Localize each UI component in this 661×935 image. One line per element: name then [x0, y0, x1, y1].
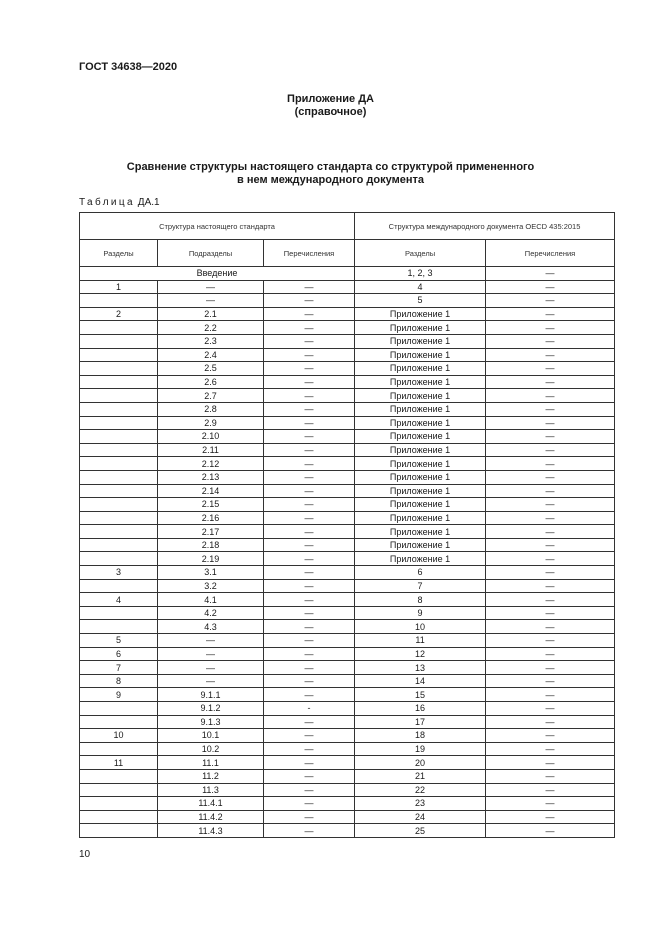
std-enum-cell: — [264, 647, 355, 661]
oecd-enum-cell: — [486, 715, 615, 729]
oecd-enum-cell: — [486, 375, 615, 389]
group-header-oecd: Структура международного документа OECD 435:2015 [355, 213, 615, 240]
oecd-enum-cell: — [486, 661, 615, 675]
oecd-enum-cell: — [486, 416, 615, 430]
std-subsection-cell: 2.11 [158, 443, 264, 457]
oecd-enum-cell: — [486, 280, 615, 294]
std-section-cell [80, 715, 158, 729]
std-section-cell [80, 348, 158, 362]
oecd-section-cell: 14 [355, 674, 486, 688]
table-row [80, 362, 615, 376]
std-enum-cell: — [264, 620, 355, 634]
std-section-cell [80, 443, 158, 457]
table-row [80, 484, 615, 498]
std-enum-cell: — [264, 470, 355, 484]
table-row [80, 702, 615, 716]
oecd-section-cell: Приложение 1 [355, 457, 486, 471]
std-subsection-cell: 11.2 [158, 769, 264, 783]
std-enum-cell: — [264, 538, 355, 552]
std-subsection-cell: 11.3 [158, 783, 264, 797]
std-section-cell: 3 [80, 566, 158, 580]
oecd-section-cell: Приложение 1 [355, 430, 486, 444]
std-enum-cell: — [264, 362, 355, 376]
std-section-cell: 2 [80, 307, 158, 321]
table-row [80, 661, 615, 675]
oecd-enum-cell: — [486, 389, 615, 403]
std-enum-cell: — [264, 593, 355, 607]
oecd-section-cell: Приложение 1 [355, 498, 486, 512]
oecd-section-cell: 25 [355, 824, 486, 838]
std-section-cell [80, 742, 158, 756]
std-enum-cell: — [264, 579, 355, 593]
std-section-cell [80, 525, 158, 539]
table-row [80, 430, 615, 444]
table-row [80, 280, 615, 294]
oecd-section-cell: 5 [355, 294, 486, 308]
std-section-cell [80, 402, 158, 416]
oecd-enum-cell: — [486, 810, 615, 824]
std-section-cell [80, 579, 158, 593]
std-section-cell [80, 430, 158, 444]
oecd-enum-cell: — [486, 688, 615, 702]
oecd-enum-cell: — [486, 729, 615, 743]
std-enum-cell: — [264, 498, 355, 512]
std-subsection-cell: 2.14 [158, 484, 264, 498]
intro-oecd-section: 1, 2, 3 [355, 267, 486, 281]
std-subsection-cell: 9.1.1 [158, 688, 264, 702]
table-row [80, 389, 615, 403]
std-section-cell: 4 [80, 593, 158, 607]
std-enum-cell: — [264, 742, 355, 756]
std-subsection-cell: — [158, 674, 264, 688]
std-subsection-cell: 2.19 [158, 552, 264, 566]
oecd-section-cell: Приложение 1 [355, 511, 486, 525]
std-enum-cell: — [264, 769, 355, 783]
std-section-cell [80, 783, 158, 797]
oecd-section-cell: 12 [355, 647, 486, 661]
oecd-section-cell: 9 [355, 606, 486, 620]
oecd-enum-cell: — [486, 307, 615, 321]
table-row [80, 470, 615, 484]
std-enum-cell: — [264, 797, 355, 811]
std-enum-cell: — [264, 375, 355, 389]
std-subsection-cell: 2.1 [158, 307, 264, 321]
oecd-enum-cell: — [486, 742, 615, 756]
std-enum-cell: — [264, 756, 355, 770]
std-subsection-cell: 2.18 [158, 538, 264, 552]
oecd-section-cell: Приложение 1 [355, 307, 486, 321]
std-enum-cell: — [264, 443, 355, 457]
oecd-section-cell: Приложение 1 [355, 321, 486, 335]
table-row [80, 402, 615, 416]
table-row [80, 729, 615, 743]
oecd-section-cell: Приложение 1 [355, 334, 486, 348]
std-enum-cell: — [264, 715, 355, 729]
oecd-enum-cell: — [486, 824, 615, 838]
table-row [80, 606, 615, 620]
oecd-enum-cell: — [486, 634, 615, 648]
std-subsection-cell: 2.12 [158, 457, 264, 471]
std-section-cell [80, 484, 158, 498]
oecd-enum-cell: — [486, 430, 615, 444]
oecd-section-cell: 10 [355, 620, 486, 634]
table-row [80, 742, 615, 756]
oecd-section-cell: 13 [355, 661, 486, 675]
std-section-cell: 1 [80, 280, 158, 294]
std-subsection-cell: — [158, 280, 264, 294]
std-enum-cell: — [264, 552, 355, 566]
std-section-cell [80, 334, 158, 348]
std-enum-cell: — [264, 729, 355, 743]
std-section-cell [80, 470, 158, 484]
comparison-title [0, 161, 661, 187]
std-subsection-cell: 2.13 [158, 470, 264, 484]
std-subsection-cell: 2.7 [158, 389, 264, 403]
group-header-standard: Структура настоящего стандарта [80, 213, 355, 240]
std-subsection-cell: 2.15 [158, 498, 264, 512]
std-section-cell: 5 [80, 634, 158, 648]
std-subsection-cell: 4.3 [158, 620, 264, 634]
oecd-section-cell: Приложение 1 [355, 484, 486, 498]
oecd-section-cell: 18 [355, 729, 486, 743]
std-subsection-cell: — [158, 661, 264, 675]
table-row [80, 647, 615, 661]
std-subsection-cell: 9.1.3 [158, 715, 264, 729]
oecd-section-cell: 20 [355, 756, 486, 770]
table-column-header-row [80, 240, 615, 267]
std-enum-cell: — [264, 430, 355, 444]
table-row [80, 688, 615, 702]
std-section-cell [80, 511, 158, 525]
table-row [80, 674, 615, 688]
std-subsection-cell: 2.6 [158, 375, 264, 389]
std-enum-cell: — [264, 484, 355, 498]
std-enum-cell: — [264, 402, 355, 416]
table-row [80, 321, 615, 335]
oecd-section-cell: 21 [355, 769, 486, 783]
table-row [80, 307, 615, 321]
intro-cell: Введение [80, 267, 355, 281]
oecd-section-cell: Приложение 1 [355, 470, 486, 484]
table-row [80, 443, 615, 457]
oecd-section-cell: 17 [355, 715, 486, 729]
oecd-enum-cell: — [486, 321, 615, 335]
col-header-std-subsections: Подразделы [158, 240, 264, 267]
table-row-intro [80, 267, 615, 281]
table-row [80, 294, 615, 308]
std-subsection-cell: 2.9 [158, 416, 264, 430]
table-row [80, 769, 615, 783]
appendix-title: Приложение ДА [287, 93, 374, 105]
oecd-section-cell: 15 [355, 688, 486, 702]
std-enum-cell: — [264, 566, 355, 580]
oecd-section-cell: 16 [355, 702, 486, 716]
table-row [80, 756, 615, 770]
std-section-cell: 7 [80, 661, 158, 675]
structure-comparison-table [79, 212, 615, 838]
oecd-enum-cell: — [486, 457, 615, 471]
intro-oecd-enum: — [486, 267, 615, 281]
std-subsection-cell: 9.1.2 [158, 702, 264, 716]
table-row [80, 566, 615, 580]
std-section-cell: 9 [80, 688, 158, 702]
table-row [80, 334, 615, 348]
oecd-enum-cell: — [486, 538, 615, 552]
std-section-cell [80, 606, 158, 620]
std-subsection-cell: 11.4.3 [158, 824, 264, 838]
std-enum-cell: — [264, 294, 355, 308]
std-subsection-cell: 4.2 [158, 606, 264, 620]
std-enum-cell: — [264, 280, 355, 294]
oecd-section-cell: 6 [355, 566, 486, 580]
oecd-enum-cell: — [486, 294, 615, 308]
oecd-enum-cell: — [486, 362, 615, 376]
std-section-cell: 10 [80, 729, 158, 743]
std-section-cell: 6 [80, 647, 158, 661]
std-enum-cell: - [264, 702, 355, 716]
table-row [80, 810, 615, 824]
std-enum-cell: — [264, 674, 355, 688]
std-enum-cell: — [264, 389, 355, 403]
std-subsection-cell: 2.2 [158, 321, 264, 335]
std-enum-cell: — [264, 416, 355, 430]
oecd-section-cell: Приложение 1 [355, 402, 486, 416]
std-enum-cell: — [264, 606, 355, 620]
oecd-section-cell: Приложение 1 [355, 538, 486, 552]
oecd-section-cell: Приложение 1 [355, 416, 486, 430]
std-subsection-cell: 10.1 [158, 729, 264, 743]
std-enum-cell: — [264, 511, 355, 525]
std-enum-cell: — [264, 688, 355, 702]
table-row [80, 511, 615, 525]
std-section-cell [80, 769, 158, 783]
oecd-enum-cell: — [486, 443, 615, 457]
table-row [80, 457, 615, 471]
std-subsection-cell: 2.17 [158, 525, 264, 539]
std-enum-cell: — [264, 525, 355, 539]
std-section-cell [80, 375, 158, 389]
oecd-enum-cell: — [486, 620, 615, 634]
std-section-cell [80, 389, 158, 403]
oecd-enum-cell: — [486, 334, 615, 348]
oecd-enum-cell: — [486, 674, 615, 688]
oecd-section-cell: 19 [355, 742, 486, 756]
oecd-enum-cell: — [486, 566, 615, 580]
table-row [80, 538, 615, 552]
col-header-oecd-sections: Разделы [355, 240, 486, 267]
std-section-cell [80, 810, 158, 824]
oecd-enum-cell: — [486, 756, 615, 770]
table-row [80, 348, 615, 362]
oecd-section-cell: 7 [355, 579, 486, 593]
oecd-enum-cell: — [486, 606, 615, 620]
std-section-cell [80, 824, 158, 838]
std-subsection-cell: 11.4.2 [158, 810, 264, 824]
std-subsection-cell: 2.10 [158, 430, 264, 444]
std-enum-cell: — [264, 457, 355, 471]
appendix-heading [0, 93, 661, 119]
table-row [80, 552, 615, 566]
oecd-enum-cell: — [486, 498, 615, 512]
oecd-enum-cell: — [486, 647, 615, 661]
oecd-section-cell: Приложение 1 [355, 375, 486, 389]
oecd-section-cell: Приложение 1 [355, 443, 486, 457]
table-label-number: ДА.1 [137, 197, 160, 208]
page-number: 10 [79, 849, 91, 860]
table-row [80, 498, 615, 512]
oecd-enum-cell: — [486, 769, 615, 783]
std-section-cell [80, 457, 158, 471]
std-enum-cell: — [264, 783, 355, 797]
oecd-section-cell: Приложение 1 [355, 362, 486, 376]
table-row [80, 715, 615, 729]
oecd-section-cell: Приложение 1 [355, 552, 486, 566]
table-row [80, 593, 615, 607]
std-enum-cell: — [264, 307, 355, 321]
oecd-enum-cell: — [486, 783, 615, 797]
std-subsection-cell: 3.2 [158, 579, 264, 593]
oecd-section-cell: 23 [355, 797, 486, 811]
oecd-enum-cell: — [486, 348, 615, 362]
std-subsection-cell: 2.5 [158, 362, 264, 376]
std-enum-cell: — [264, 661, 355, 675]
appendix-subtitle: (справочное) [294, 106, 367, 118]
table-row [80, 634, 615, 648]
std-enum-cell: — [264, 810, 355, 824]
table-row [80, 783, 615, 797]
std-section-cell [80, 362, 158, 376]
std-enum-cell: — [264, 824, 355, 838]
std-section-cell [80, 416, 158, 430]
oecd-enum-cell: — [486, 702, 615, 716]
table-row [80, 824, 615, 838]
document-header: ГОСТ 34638—2020 [79, 61, 178, 73]
std-subsection-cell: — [158, 294, 264, 308]
std-subsection-cell: 4.1 [158, 593, 264, 607]
std-section-cell [80, 321, 158, 335]
std-section-cell [80, 797, 158, 811]
oecd-section-cell: Приложение 1 [355, 389, 486, 403]
col-header-oecd-enumerations: Перечисления [486, 240, 615, 267]
oecd-section-cell: 8 [355, 593, 486, 607]
oecd-enum-cell: — [486, 579, 615, 593]
std-subsection-cell: 2.4 [158, 348, 264, 362]
oecd-section-cell: Приложение 1 [355, 348, 486, 362]
table-label-prefix: Таблица [79, 197, 136, 208]
comparison-title-line1: Сравнение структуры настоящего стандарта со структурой примененного [126, 161, 535, 173]
comparison-title-line2: в нем международного документа [237, 174, 424, 186]
std-enum-cell: — [264, 348, 355, 362]
oecd-section-cell: Приложение 1 [355, 525, 486, 539]
std-section-cell [80, 620, 158, 634]
table-label [79, 197, 160, 208]
std-subsection-cell: — [158, 634, 264, 648]
std-enum-cell: — [264, 634, 355, 648]
oecd-section-cell: 22 [355, 783, 486, 797]
std-section-cell: 8 [80, 674, 158, 688]
table-row [80, 620, 615, 634]
oecd-enum-cell: — [486, 484, 615, 498]
oecd-section-cell: 24 [355, 810, 486, 824]
table-row [80, 375, 615, 389]
std-subsection-cell: 3.1 [158, 566, 264, 580]
std-subsection-cell: 10.2 [158, 742, 264, 756]
std-section-cell [80, 294, 158, 308]
std-section-cell [80, 538, 158, 552]
table-group-header-row [80, 213, 615, 240]
oecd-enum-cell: — [486, 470, 615, 484]
std-section-cell: 11 [80, 756, 158, 770]
oecd-enum-cell: — [486, 525, 615, 539]
col-header-std-enumerations: Перечисления [264, 240, 355, 267]
table-row [80, 416, 615, 430]
table-row [80, 579, 615, 593]
oecd-enum-cell: — [486, 402, 615, 416]
std-section-cell [80, 702, 158, 716]
oecd-enum-cell: — [486, 593, 615, 607]
table-row [80, 525, 615, 539]
std-section-cell [80, 552, 158, 566]
col-header-std-sections: Разделы [80, 240, 158, 267]
std-subsection-cell: 2.8 [158, 402, 264, 416]
std-subsection-cell: 11.1 [158, 756, 264, 770]
oecd-enum-cell: — [486, 797, 615, 811]
oecd-enum-cell: — [486, 511, 615, 525]
std-enum-cell: — [264, 334, 355, 348]
oecd-section-cell: 11 [355, 634, 486, 648]
std-subsection-cell: 2.16 [158, 511, 264, 525]
std-enum-cell: — [264, 321, 355, 335]
oecd-enum-cell: — [486, 552, 615, 566]
oecd-section-cell: 4 [355, 280, 486, 294]
table-row [80, 797, 615, 811]
std-subsection-cell: 2.3 [158, 334, 264, 348]
std-subsection-cell: — [158, 647, 264, 661]
std-subsection-cell: 11.4.1 [158, 797, 264, 811]
std-section-cell [80, 498, 158, 512]
